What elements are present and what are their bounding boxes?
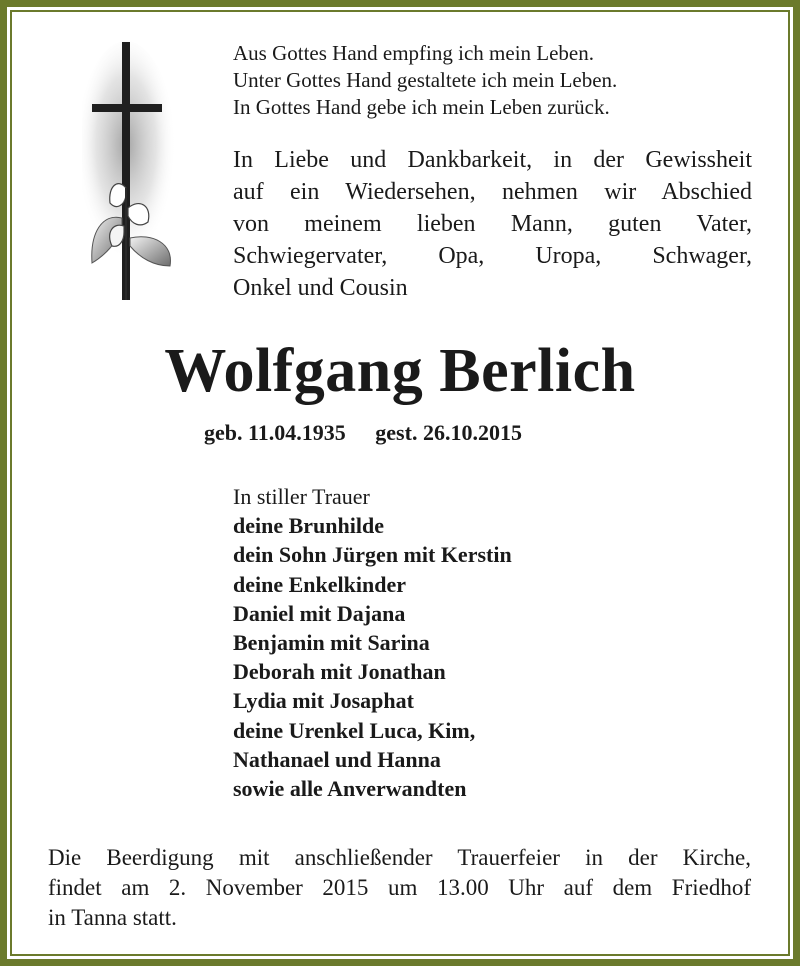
poem: [233, 40, 753, 121]
funeral-line: findet am 2. November 2015 um 13.00 Uhr auf dem Friedhof: [48, 875, 751, 900]
farewell-line: In Liebe und Dankbarkeit, in der Gewissheit: [233, 147, 752, 173]
mourners-heading: In stiller Trauer: [233, 484, 370, 509]
mourner-entry: Nathanael und Hanna: [233, 746, 441, 772]
funeral-line: Die Beerdigung mit anschließender Trauerfeier in der Kirche,: [48, 845, 751, 870]
cross-with-calla-lilies-icon: [82, 38, 182, 304]
mourner-entry: Lydia mit Josaphat: [233, 688, 414, 714]
mourner-entry: Deborah mit Jonathan: [233, 659, 446, 685]
poem-line: Unter Gottes Hand gestaltete ich mein Leben.: [233, 68, 618, 92]
life-dates: [204, 419, 522, 447]
mourners-list: [233, 482, 512, 803]
mourner-entry: sowie alle Anverwandten: [233, 776, 467, 802]
mourner-entry: Benjamin mit Sarina: [233, 630, 430, 656]
funeral-info: [48, 843, 751, 933]
farewell-line: von meinem lieben Mann, guten Vater,: [233, 211, 752, 237]
mourner-entry: Daniel mit Dajana: [233, 600, 406, 626]
farewell-line: auf ein Wiedersehen, nehmen wir Abschied: [233, 179, 752, 205]
farewell-line: Onkel und Cousin: [233, 275, 408, 301]
mourner-entry: dein Sohn Jürgen mit Kerstin: [233, 542, 512, 568]
poem-line: In Gottes Hand gebe ich mein Leben zurück.: [233, 95, 610, 119]
deceased-name: Wolfgang Berlich: [164, 337, 636, 405]
poem-line: Aus Gottes Hand empfing ich mein Leben.: [233, 41, 594, 65]
funeral-line: in Tanna statt.: [48, 905, 177, 930]
farewell-text: [233, 144, 752, 304]
birth-date: geb. 11.04.1935: [204, 420, 346, 445]
farewell-line: Schwiegervater, Opa, Uropa, Schwager,: [233, 243, 752, 269]
death-date: gest. 26.10.2015: [375, 420, 522, 445]
mourner-entry: deine Urenkel Luca, Kim,: [233, 717, 476, 743]
mourner-entry: deine Brunhilde: [233, 513, 384, 539]
mourner-entry: deine Enkelkinder: [233, 571, 406, 597]
